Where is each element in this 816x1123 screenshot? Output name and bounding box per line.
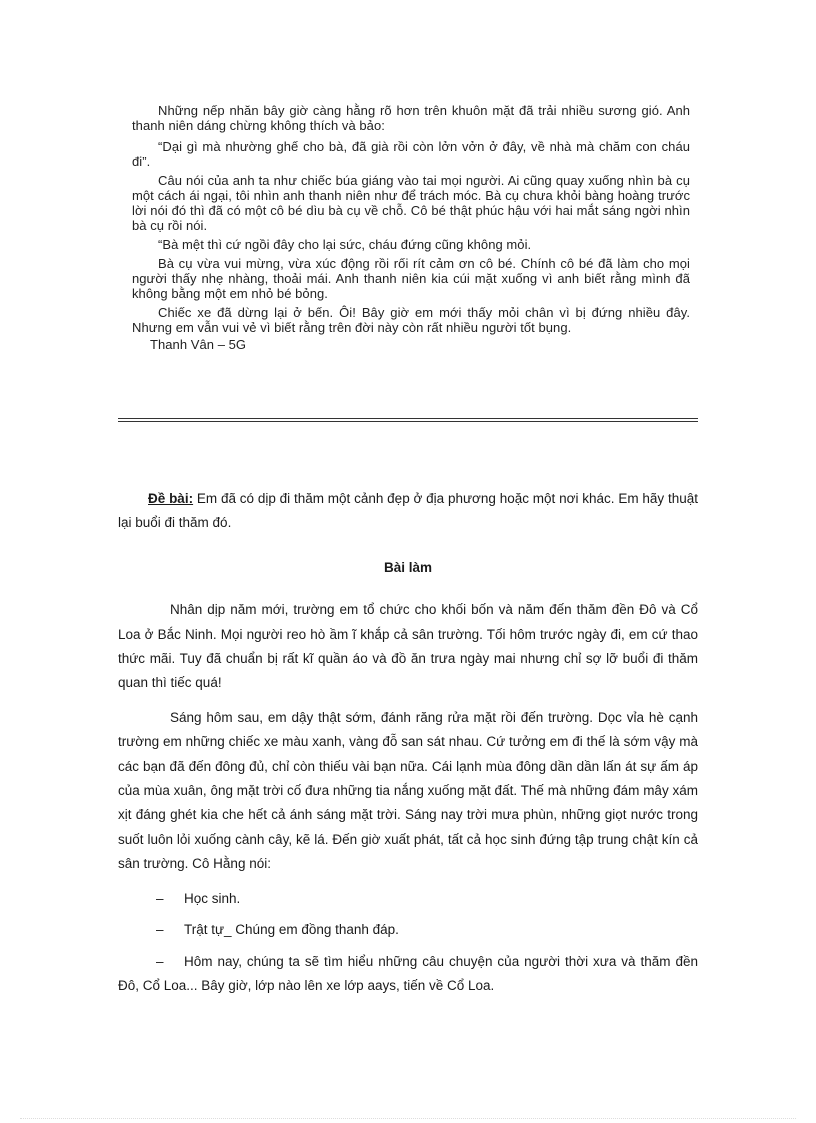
story-paragraph: Chiếc xe đã dừng lại ở bến. Ôi! Bây giờ em mới thấy mỏi chân vì bị đứng nhiều đây. Nhưng em vẫn vui vẻ vì biết rằng trên đời này còn rất nhiều người tốt bụng. xyxy=(132,305,690,335)
dash-bullet: – xyxy=(156,922,164,938)
assignment-text: Em đã có dịp đi thăm một cảnh đẹp ở địa phương hoặc một nơi khác. Em hãy thuật lại buổi đi thăm đó. xyxy=(118,491,698,531)
story-paragraph: Bà cụ vừa vui mừng, vừa xúc động rồi rối rít cảm ơn cô bé. Chính cô bé đã làm cho mọi người thấy nhẹ nhàng, thoải mái. Anh thanh niên kia cúi mặt xuống vì anh biết rằng mình đã không bằng một em nhỏ bé bỏng. xyxy=(132,256,690,301)
section-divider xyxy=(118,421,698,422)
story-paragraph: Câu nói của anh ta như chiếc búa giáng vào tai mọi người. Ai cũng quay xuống nhìn bà cụ một cách ái ngại, tôi nhìn anh thanh niên như để trách móc. Bà cụ chưa khỏi bàng hoàng trước lời nói đó thì đã có một cô bé dìu bà cụ về chỗ. Cô bé thật phúc hậu với hai mắt sáng ngời nhìn bà cụ rồi nói. xyxy=(132,173,690,233)
story-paragraph: “Bà mệt thì cứ ngồi đây cho lại sức, cháu đứng cũng không mỏi. xyxy=(158,237,532,252)
story-section xyxy=(132,103,690,352)
page-bottom-border xyxy=(20,1118,796,1119)
essay-paragraph: Nhân dịp năm mới, trường em tổ chức cho khối bốn và năm đến thăm đền Đô và Cổ Loa ở Bắc Ninh. Mọi người reo hò ầm ĩ khắp cả sân trường. Tối hôm trước ngày đi, em cứ thao thức mãi. Tuy đã chuẩn bị rất kĩ quần áo và đồ ăn trưa ngày mai nhưng chỉ sợ lỡ buổi đi thăm quan thì tiếc quá! xyxy=(118,602,698,691)
essay-section xyxy=(118,487,698,998)
dialogue-line: – Trật tự_ Chúng em đồng thanh đáp. xyxy=(118,918,698,942)
assignment-prompt xyxy=(118,487,698,536)
story-paragraph: Những nếp nhăn bây giờ càng hằng rõ hơn trên khuôn mặt đã trải nhiều sương gió. Anh thanh niên dáng chừng không thích và bảo: xyxy=(132,103,690,133)
story-signature: Thanh Vân – 5G xyxy=(150,337,247,352)
section-divider xyxy=(118,418,698,419)
dash-bullet: – xyxy=(156,890,164,906)
essay-paragraph: Sáng hôm sau, em dậy thật sớm, đánh răng rửa mặt rồi đến trường. Dọc vỉa hè cạnh trường em những chiếc xe màu xanh, vàng đỗ san sát nhau. Cứ tưởng em đi thế là sớm vậy mà các bạn đã đến đông đủ, chỉ còn thiếu vài bạn nữa. Cái lạnh mùa đông dần dần lấn át sự ấm áp của mùa xuân, ông mặt trời cố đưa những tia nắng xuống mặt đất. Thế mà những đám mây xám xịt đáng ghét kia che hết cả ánh sáng mặt trời. Sáng nay trời mưa phùn, những giọt nước trong suốt luôn lỏi xuống cành cây, kẽ lá. Đến giờ xuất phát, tất cả học sinh đứng tập trung chật kín cả sân trường. Cô Hằng nói: xyxy=(118,709,698,872)
dialogue-line: – Học sinh. xyxy=(118,887,698,911)
dialogue-line: – Hôm nay, chúng ta sẽ tìm hiểu những câu chuyện của người thời xưa và thăm đền Đô, Cổ Loa... Bây giờ, lớp nào lên xe lớp aays, tiến về Cổ Loa. xyxy=(118,950,698,999)
dash-bullet: – xyxy=(156,953,164,969)
assignment-label: Đề bài: xyxy=(148,491,194,506)
essay-title: Bài làm xyxy=(383,559,433,575)
story-paragraph: “Dại gì mà nhường ghế cho bà, đã già rồi còn lởn vởn ở đây, về nhà mà chăm con cháu đi”. xyxy=(132,139,690,169)
